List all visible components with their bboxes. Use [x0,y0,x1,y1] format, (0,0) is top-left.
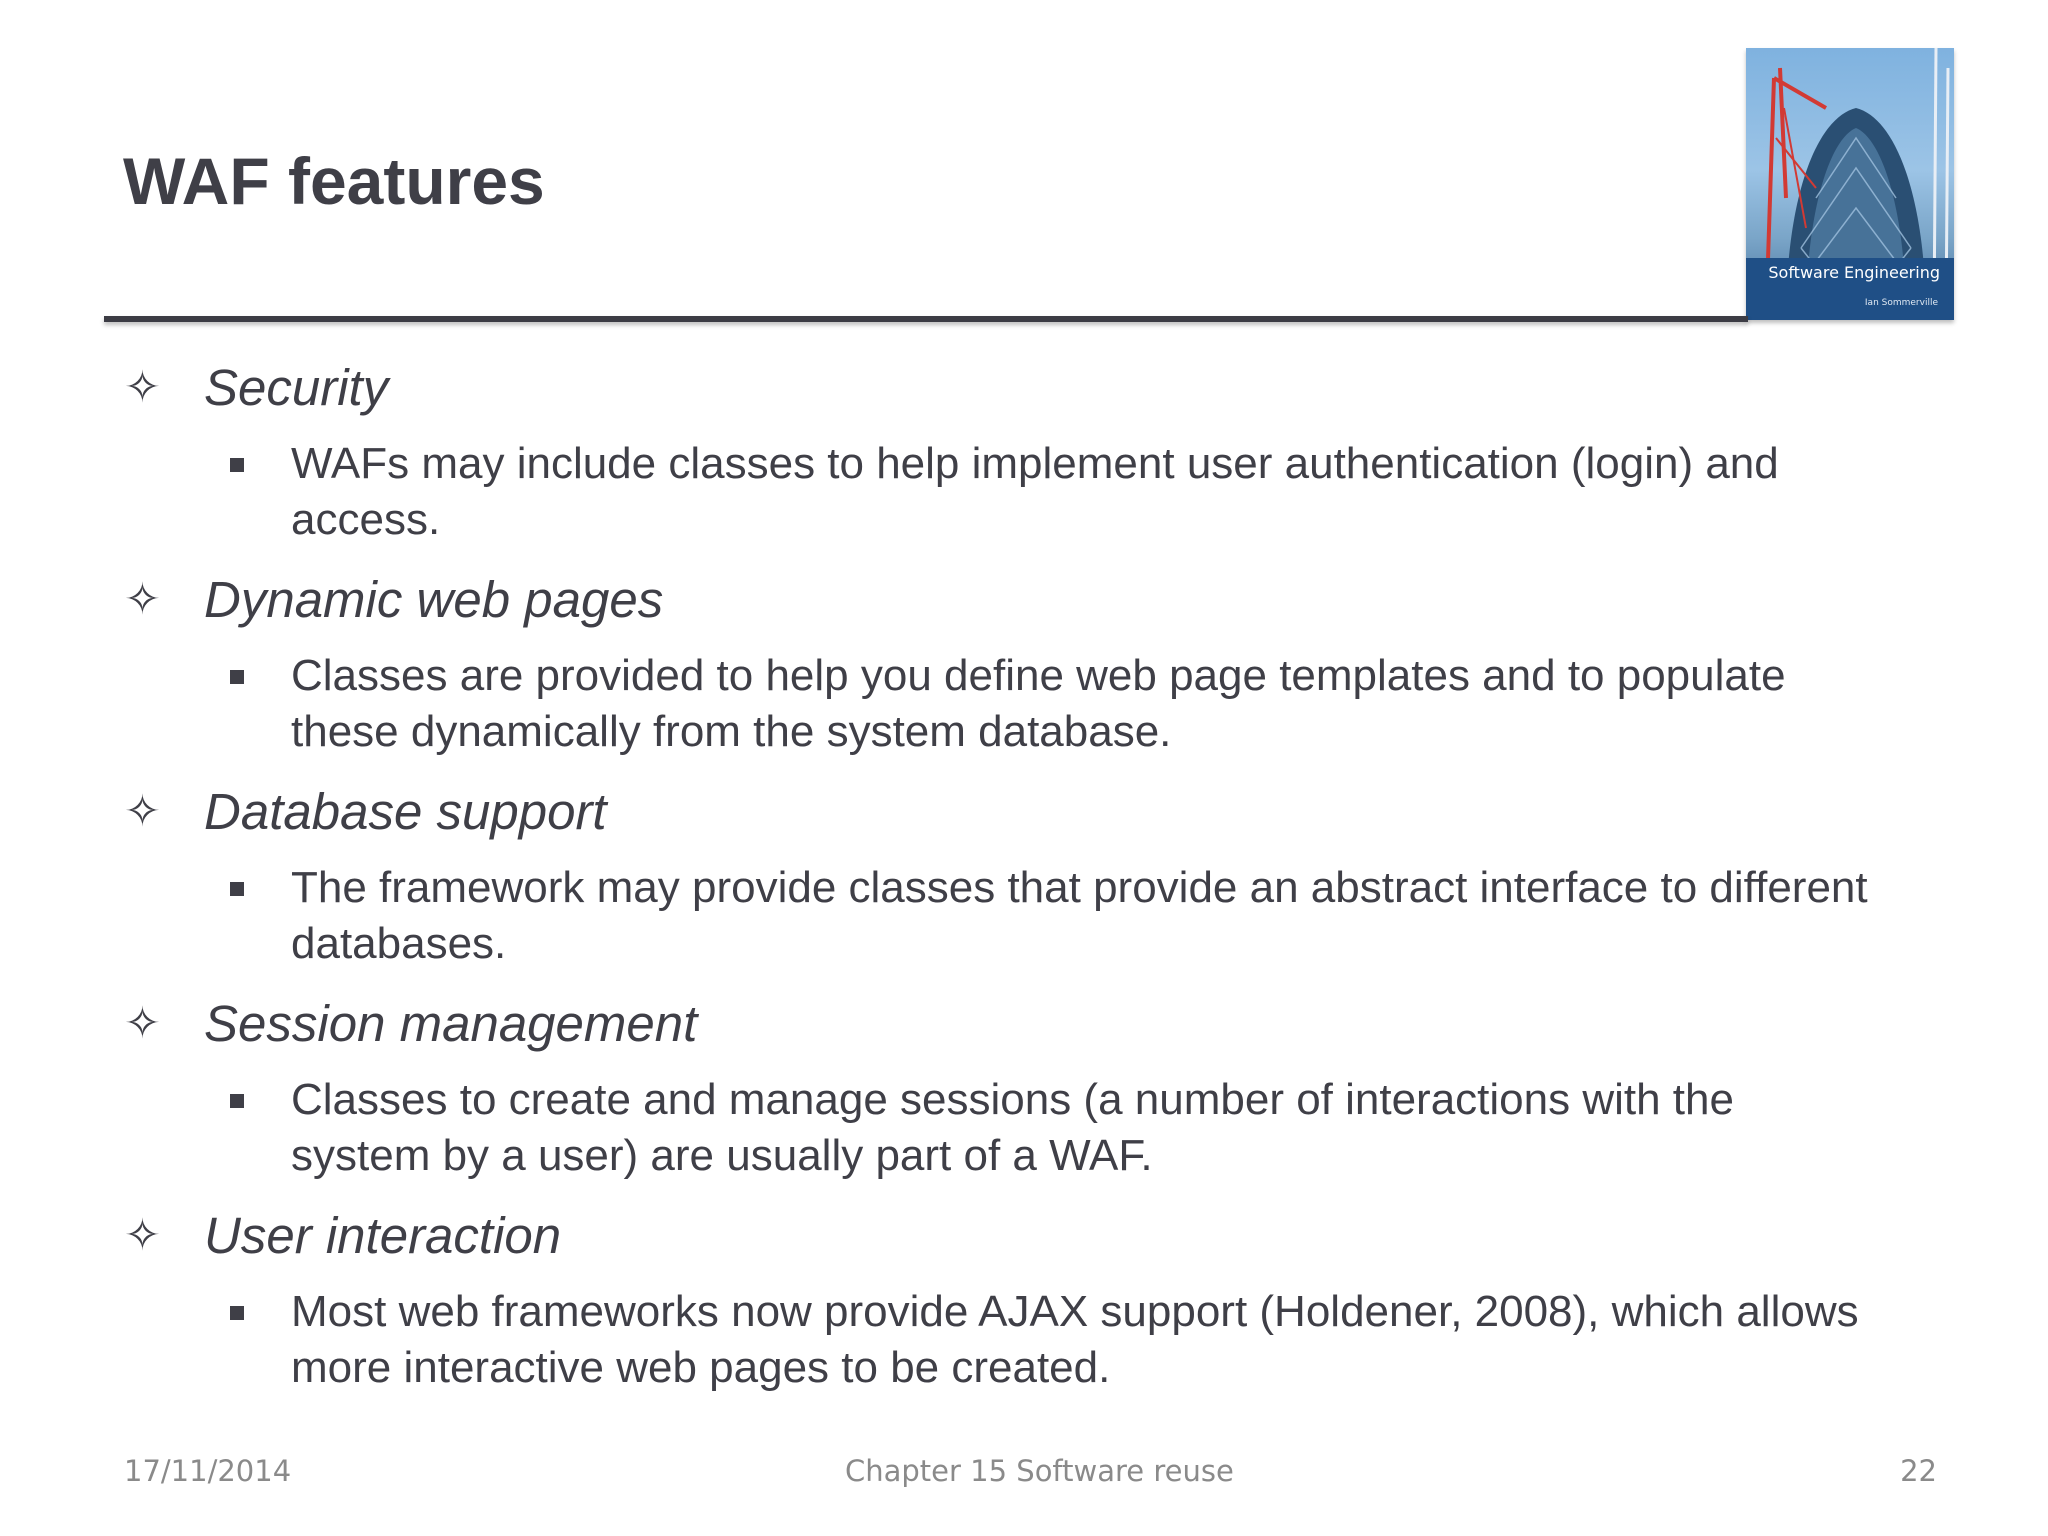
four-point-star-icon: ✧ [124,999,161,1048]
slide-body [124,358,1954,1418]
square-bullet-icon [230,1306,244,1320]
footer-page-number: 22 [1900,1454,1937,1488]
topic-heading [124,782,1954,842]
topic-heading-text: Database support [204,783,607,840]
square-bullet-icon [230,458,244,472]
square-bullet-icon [230,670,244,684]
topic-heading [124,994,1954,1054]
topic-heading-text: Session management [204,995,698,1052]
topic-detail [124,1284,1884,1396]
four-point-star-icon: ✧ [124,363,161,412]
topic-heading-text: Dynamic web pages [204,571,664,628]
topic-detail-text: Classes are provided to help you define web page templates and to populate these dynamically from the system database. [291,651,1786,756]
topic-detail-text: WAFs may include classes to help implement user authentication (login) and access. [291,439,1779,544]
topic-heading [124,358,1954,418]
topic-heading-text: User interaction [204,1207,562,1264]
square-bullet-icon [230,1094,244,1108]
topic-detail-text: Classes to create and manage sessions (a number of interactions with the system by a user) are usually part of a WAF. [291,1075,1734,1180]
book-cover-logo [1746,48,1954,320]
topic-detail [124,860,1884,972]
topic-detail [124,648,1884,760]
topic-detail [124,1072,1884,1184]
slide-title: WAF features [123,144,545,218]
footer-chapter: Chapter 15 Software reuse [845,1454,1234,1488]
footer-date: 17/11/2014 [124,1454,292,1488]
topic-detail [124,436,1884,548]
square-bullet-icon [230,882,244,896]
topic-heading [124,1206,1954,1266]
title-divider [104,316,1748,322]
logo-text: Software Engineering [1768,263,1940,282]
four-point-star-icon: ✧ [124,575,161,624]
topic-heading [124,570,1954,630]
topic-heading-text: Security [204,359,389,416]
topic-detail-text: Most web frameworks now provide AJAX support (Holdener, 2008), which allows more interactive web pages to be created. [291,1287,1859,1392]
logo-subtext: Ian Sommerville [1864,298,1938,308]
four-point-star-icon: ✧ [124,787,161,836]
topic-detail-text: The framework may provide classes that provide an abstract interface to different databases. [291,863,1868,968]
four-point-star-icon: ✧ [124,1211,161,1260]
